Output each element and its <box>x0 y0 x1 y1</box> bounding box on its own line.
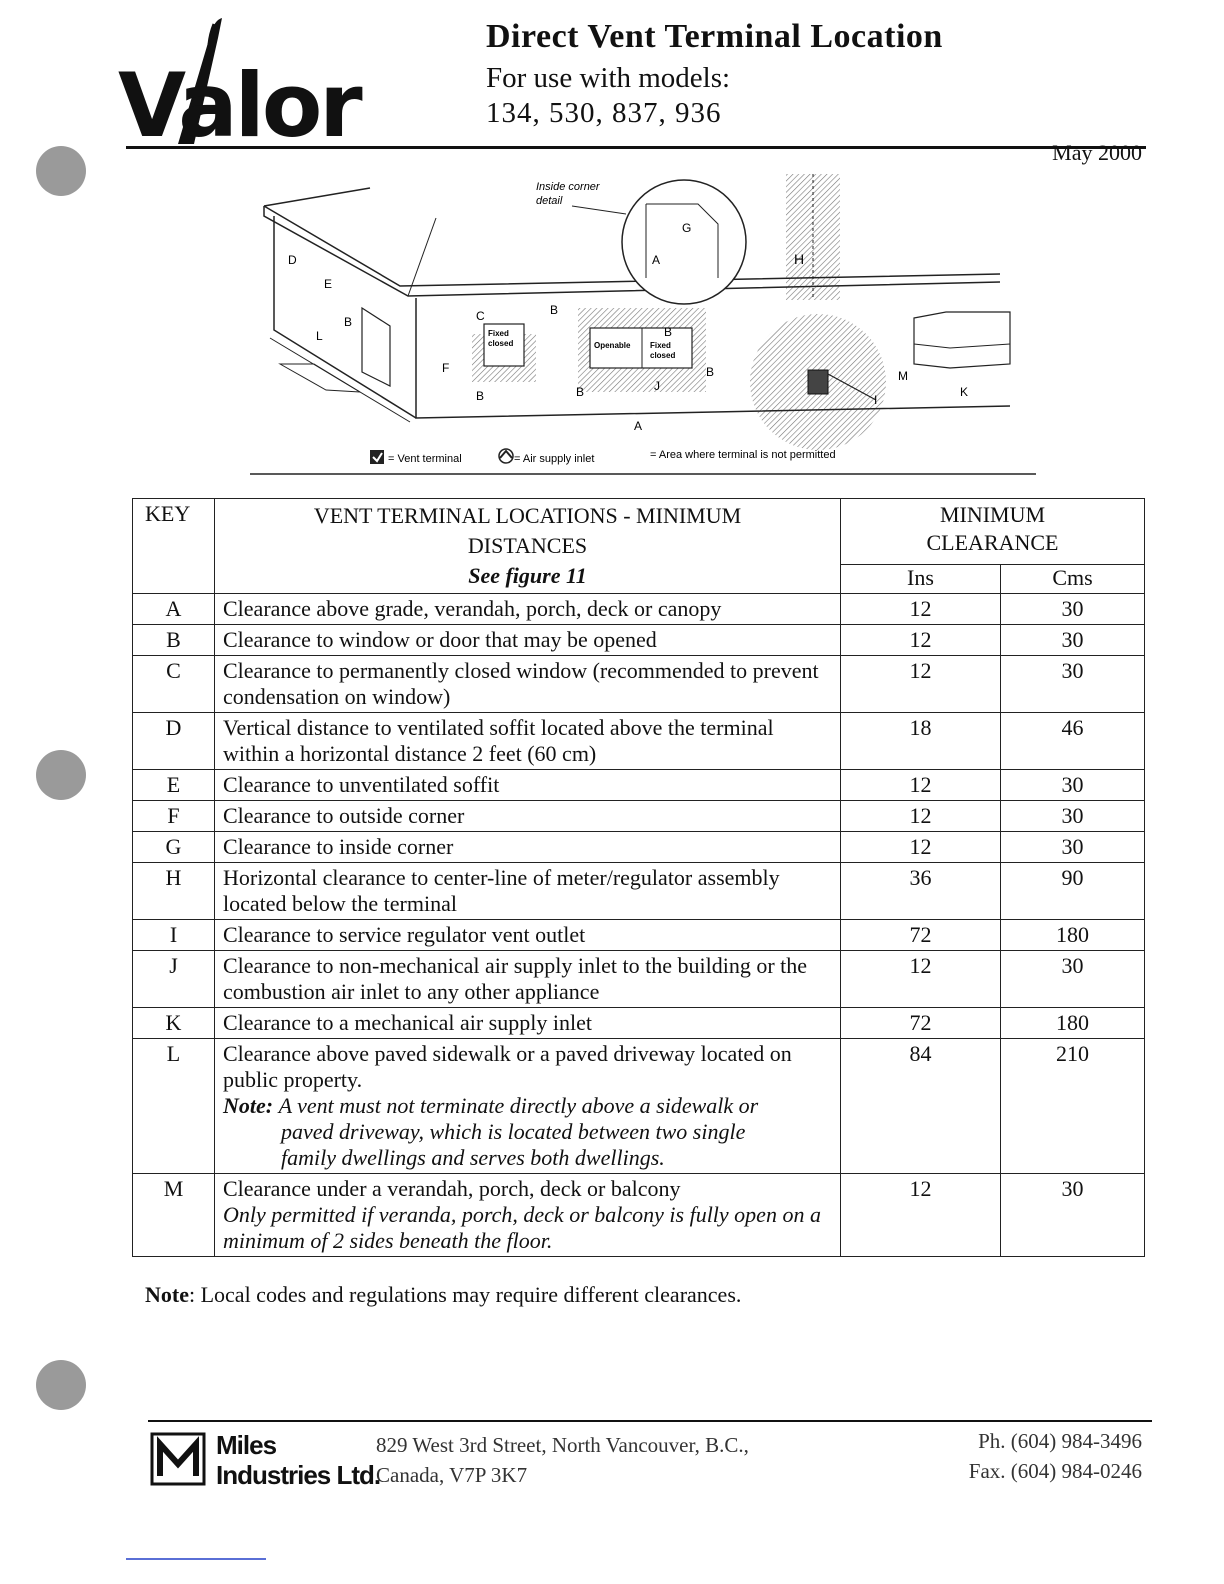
see-figure-note: See figure 11 <box>468 563 587 588</box>
svg-text:B: B <box>706 365 715 379</box>
table-row: D Vertical distance to ventilated soffit located above the terminal within a horizontal distance 2 feet (60 cm) 18 46 <box>133 713 1145 770</box>
svg-text:M: M <box>898 369 908 383</box>
svg-text:B: B <box>550 303 559 317</box>
door <box>362 308 390 386</box>
svg-text:B: B <box>576 385 585 399</box>
key-header: KEY <box>133 499 215 594</box>
hole-punch-top <box>36 146 86 196</box>
svg-text:H: H <box>794 251 805 267</box>
clearance-table <box>132 498 1145 1257</box>
row-m-note: Only permitted if veranda, porch, deck or balcony is fully open on a minimum of 2 sides beneath the floor. <box>223 1202 821 1253</box>
company-name: Miles Industries Ltd. <box>216 1430 381 1490</box>
scan-artifact <box>126 1558 266 1560</box>
footer-divider <box>148 1420 1152 1422</box>
svg-text:L: L <box>316 329 323 343</box>
svg-text:Fixed: Fixed <box>650 341 671 350</box>
svg-text:= Air supply inlet: = Air supply inlet <box>514 453 595 465</box>
cms-header: Cms <box>1001 564 1145 593</box>
svg-text:G: G <box>682 221 692 235</box>
svg-text:closed: closed <box>488 339 514 348</box>
table-row: I Clearance to service regulator vent outlet 72 180 <box>133 920 1145 951</box>
table-row: H Horizontal clearance to center-line of meter/regulator assembly located below the terminal 36 90 <box>133 863 1145 920</box>
min-clearance-header: MINIMUM CLEARANCE <box>841 499 1145 565</box>
inside-corner-detail <box>622 180 746 304</box>
vent-terminal-figure <box>250 168 1040 478</box>
svg-text:Inside corner: Inside corner <box>536 181 600 193</box>
logo-wordmark: Valor <box>118 54 360 144</box>
valor-logo <box>118 14 368 144</box>
svg-text:closed: closed <box>650 351 676 360</box>
table-row: M Clearance under a verandah, porch, deck or balcony Only permitted if veranda, porch, deck or balcony is fully open on a minimum of 2 sides beneath the floor. 12 30 <box>133 1174 1145 1257</box>
hole-punch-middle <box>36 750 86 800</box>
ins-header: Ins <box>841 564 1001 593</box>
regulator-icon <box>808 370 828 394</box>
svg-text:D: D <box>288 253 297 267</box>
company-address: 829 West 3rd Street, North Vancouver, B.C., Canada, V7P 3K7 <box>376 1433 749 1487</box>
title-block <box>486 18 943 130</box>
svg-text:B: B <box>664 325 673 339</box>
svg-text:F: F <box>442 361 450 375</box>
hole-punch-bottom <box>36 1360 86 1410</box>
table-row: J Clearance to non-mechanical air supply inlet to the building or the combustion air inlet to any other appliance 12 30 <box>133 951 1145 1008</box>
svg-text:detail: detail <box>536 195 563 207</box>
phone-number: Ph. (604) 984-3496 <box>978 1429 1142 1453</box>
company-contact <box>969 1426 1142 1486</box>
row-l-note-line1: A vent must not terminate directly above a sidewalk or <box>278 1093 759 1118</box>
table-row: E Clearance to unventilated soffit 12 30 <box>133 770 1145 801</box>
svg-text:Fixed: Fixed <box>488 329 509 338</box>
miles-logo-icon <box>150 1432 206 1486</box>
table-row: A Clearance above grade, verandah, porch, deck or canopy 12 30 <box>133 594 1145 625</box>
table-row: L Clearance above paved sidewalk or a paved driveway located on public property. Note: A vent must not terminate directly above a sidewalk or paved driveway, which is located between two single family dwellings and serves both dwellings. 84 210 <box>133 1039 1145 1174</box>
fax-number: Fax. (604) 984-0246 <box>968 1459 1142 1483</box>
local-codes-note: Note: Local codes and regulations may require different clearances. <box>145 1282 742 1307</box>
svg-text:E: E <box>324 277 333 291</box>
svg-text:B: B <box>476 389 485 403</box>
table-row: B Clearance to window or door that may be opened 12 30 <box>133 625 1145 656</box>
svg-text:J: J <box>654 379 660 393</box>
table-row: F Clearance to outside corner 12 30 <box>133 801 1145 832</box>
svg-text:B: B <box>344 315 353 329</box>
table-row: G Clearance to inside corner 12 30 <box>133 832 1145 863</box>
svg-text:A: A <box>634 419 643 433</box>
row-l-note-line2: paved driveway, which is located between two single <box>281 1119 746 1144</box>
svg-text:= Area where terminal is not p: = Area where terminal is not permitted <box>650 449 836 461</box>
deck <box>914 312 1010 368</box>
locations-header: VENT TERMINAL LOCATIONS - MINIMUM DISTANCES See figure 11 <box>215 499 841 594</box>
svg-text:K: K <box>960 385 969 399</box>
row-l-note-line3: family dwellings and serves both dwellings. <box>281 1145 665 1170</box>
model-numbers: 134, 530, 837, 936 <box>486 97 722 129</box>
svg-text:I: I <box>874 393 878 407</box>
header-divider <box>126 146 1146 149</box>
svg-text:A: A <box>652 253 661 267</box>
svg-text:C: C <box>476 309 485 323</box>
table-row: C Clearance to permanently closed window (recommended to prevent condensation on window) 12 30 <box>133 656 1145 713</box>
page-title: Direct Vent Terminal Location <box>486 18 943 55</box>
page-subtitle: For use with models: <box>486 62 731 94</box>
svg-text:= Vent terminal: = Vent terminal <box>388 453 462 465</box>
row-l-note-label: Note: <box>223 1093 274 1118</box>
svg-text:Openable: Openable <box>594 341 631 350</box>
table-row: K Clearance to a mechanical air supply inlet 72 180 <box>133 1008 1145 1039</box>
document-date: May 2000 <box>1052 140 1142 165</box>
